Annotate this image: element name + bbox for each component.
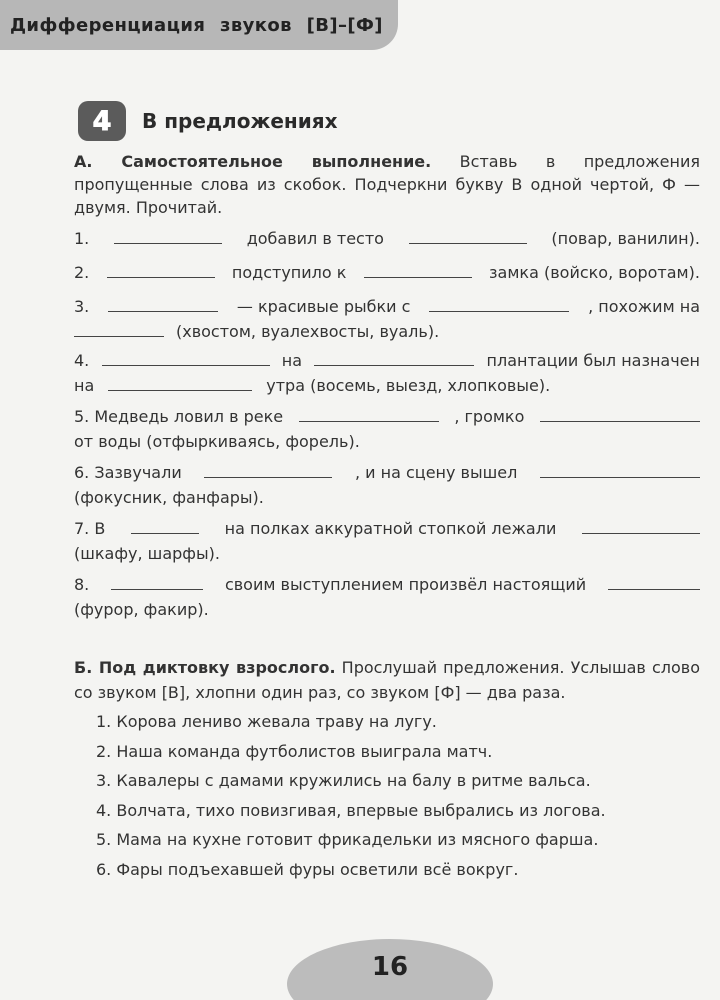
answer-blank[interactable]: [582, 520, 700, 534]
answer-blank[interactable]: [314, 352, 474, 366]
section-heading: [78, 101, 418, 141]
item-number: 2.: [74, 263, 90, 282]
answer-blank[interactable]: [108, 377, 252, 391]
item-text: (хвостом, вуалехвосты, вуаль).: [176, 322, 440, 341]
item-text: (повар, ванилин).: [551, 229, 700, 248]
item-text: замка (войско, воротам).: [489, 263, 700, 282]
exercise-item-6: [74, 460, 700, 510]
item-text: плантации был назначен: [486, 351, 700, 370]
item-number: 7.: [74, 519, 90, 538]
exercise-item-2: [74, 260, 700, 285]
task-b-label: Б. Под диктовку взрослого.: [74, 658, 336, 677]
answer-blank[interactable]: [131, 520, 199, 534]
exercise-item-8: [74, 572, 700, 622]
list-item: 3. Кавалеры с дамами кружились на балу в ритме вальса.: [96, 771, 591, 791]
task-b-text: Прослушай предложения. Услышав слово со звуком [В], хлопни один раз, со звуком [Ф] — два раза.: [74, 658, 700, 702]
item-text: на: [74, 376, 95, 395]
page-number: 16: [371, 952, 409, 982]
header-title: Дифференциация звуков [В]–[Ф]: [10, 15, 383, 36]
answer-blank[interactable]: [74, 323, 164, 337]
list-item: 1. Корова лениво жевала траву на лугу.: [96, 712, 437, 731]
answer-blank[interactable]: [429, 298, 569, 312]
item-text: на: [281, 351, 303, 370]
exercise-item-7: [74, 516, 700, 566]
item-text: добавил в тесто: [246, 229, 384, 248]
item-text: подступило к: [231, 263, 347, 282]
header-bar: [0, 0, 398, 50]
item-text: утра (восемь, выезд, хлопковые).: [266, 376, 551, 395]
item-text: на полках аккуратной стопкой лежали: [224, 519, 557, 538]
item-number: 6.: [74, 463, 90, 482]
task-b-instructions: [74, 655, 700, 705]
answer-blank[interactable]: [114, 230, 222, 244]
answer-blank[interactable]: [299, 408, 439, 422]
exercise-item-5: [74, 404, 700, 454]
item-text: — красивые рыбки с: [236, 297, 411, 316]
item-text: Зазвучали: [94, 463, 182, 482]
list-item: 4. Волчата, тихо повизгивая, впервые выбрались из логова.: [96, 800, 606, 820]
task-a-instructions: [74, 150, 700, 219]
answer-blank[interactable]: [204, 464, 332, 478]
list-item: 6. Фары подъехавшей фуры осветили всё вокруг.: [96, 859, 519, 879]
item-text: от воды (отфыркиваясь, форель).: [74, 432, 360, 451]
dictation-list: [96, 712, 696, 890]
answer-blank[interactable]: [364, 264, 472, 278]
exercise-item-1: [74, 226, 700, 251]
exercise-item-3: [74, 294, 700, 344]
item-text: своим выступлением произвёл настоящий: [224, 575, 587, 594]
answer-blank[interactable]: [111, 576, 203, 590]
item-number: 8.: [74, 575, 90, 594]
item-text: Медведь ловил в реке: [94, 407, 284, 426]
section-number-badge: 4: [78, 101, 126, 141]
list-item: 2. Наша команда футболистов выиграла матч.: [96, 741, 493, 761]
answer-blank[interactable]: [102, 352, 270, 366]
answer-blank[interactable]: [108, 298, 218, 312]
item-number: 1.: [74, 229, 90, 248]
item-text: (фурор, факир).: [74, 600, 209, 619]
answer-blank[interactable]: [540, 408, 700, 422]
item-text: , и на сцену вышел: [355, 463, 518, 482]
item-text: (шкафу, шарфы).: [74, 544, 220, 563]
exercise-item-4: [74, 348, 700, 398]
list-item: 5. Мама на кухне готовит фрикадельки из мясного фарша.: [96, 830, 599, 850]
answer-blank[interactable]: [107, 264, 215, 278]
answer-blank[interactable]: [540, 464, 700, 478]
section-title: В предложениях: [142, 109, 338, 133]
item-text: , громко: [454, 407, 525, 426]
item-text: (фокусник, фанфары).: [74, 488, 264, 507]
item-text: , похожим на: [588, 297, 700, 316]
task-a-text: Вставь в предложения пропущенные слова из скобок. Подчеркни букву В одной чертой, Ф — двумя. Прочитай.: [74, 152, 700, 217]
answer-blank[interactable]: [409, 230, 527, 244]
task-a-label: А. Самостоятельное выполнение.: [74, 152, 432, 171]
item-number: 4.: [74, 351, 90, 370]
item-number: 3.: [74, 297, 90, 316]
item-text: В: [94, 519, 106, 538]
item-number: 5.: [74, 407, 90, 426]
answer-blank[interactable]: [608, 576, 700, 590]
